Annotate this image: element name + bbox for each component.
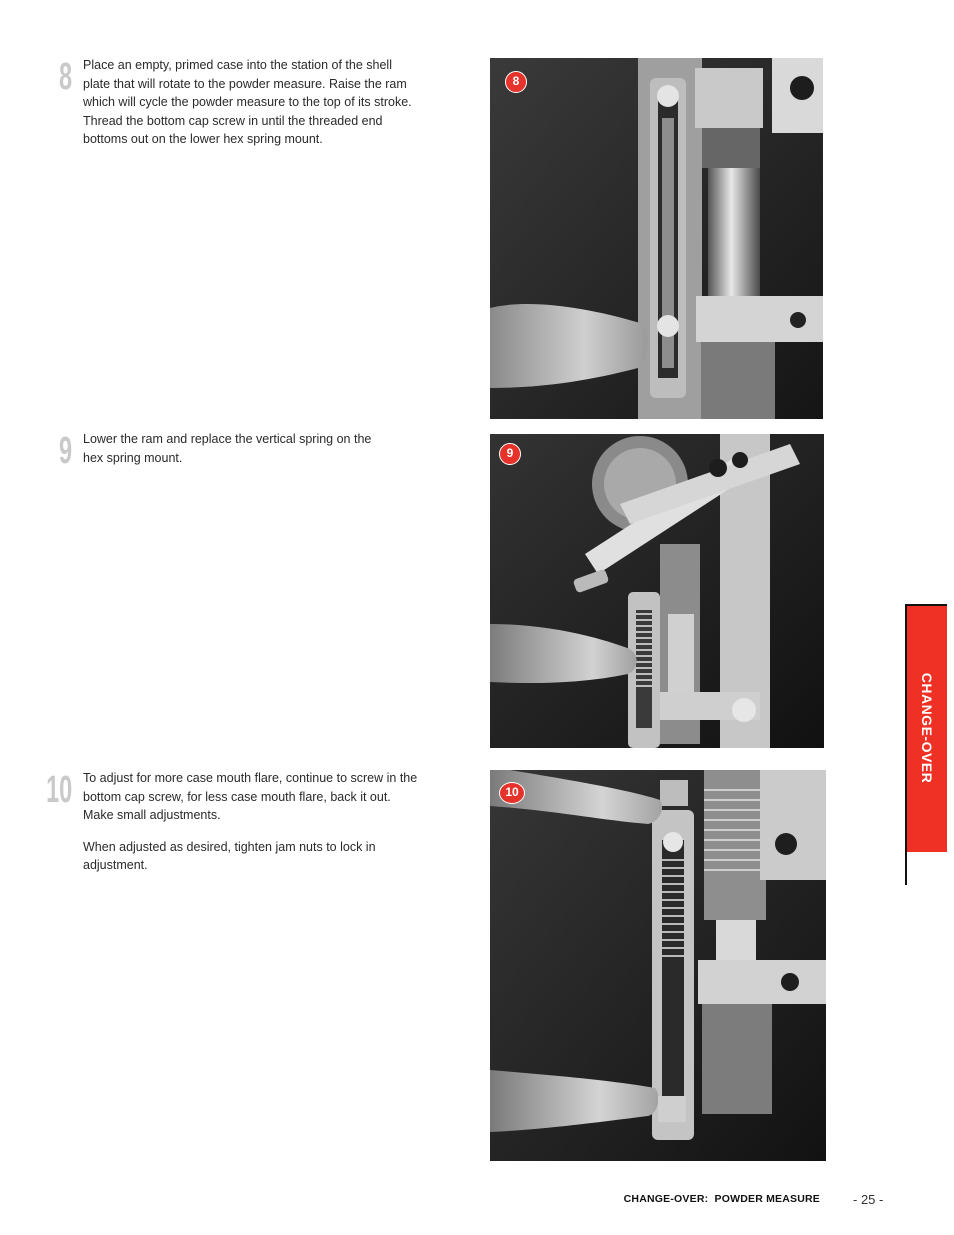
step-9-paragraph: Lower the ram and replace the vertical spring on the hex spring mount.: [83, 432, 372, 465]
step-number-9: 9: [58, 430, 72, 472]
page-number: - 25 -: [853, 1192, 884, 1207]
side-tab-rule: [905, 604, 907, 885]
footer-section-title: CHANGE-OVER: POWDER MEASURE: [623, 1193, 820, 1205]
step-8-paragraph: Place an empty, primed case into the station of the shell plate that will rotate to the powder measure. Raise the ram which will cycle the powder measure to the top of its stroke. Thread the bottom cap screw in until the threaded end bottoms out on the lower hex spring mount.: [83, 58, 412, 147]
powder-measure-spring-photo: [490, 58, 823, 419]
photo-badge-10: 10: [499, 782, 525, 804]
vertical-spring-photo: [490, 434, 824, 748]
photo-badge-9: 9: [499, 443, 521, 465]
step-8-instructions: [83, 56, 418, 149]
step-8-photo: [490, 58, 823, 419]
step-9-instructions: [83, 430, 383, 467]
step-10-paragraph-1: To adjust for more case mouth flare, continue to screw in the bottom cap screw, for less case mouth flare, back it out. Make small adjustments.: [83, 771, 418, 823]
photo-badge-8: 8: [505, 71, 527, 93]
side-tab-label: CHANGE-OVER: [919, 672, 935, 784]
step-number-8: 8: [58, 56, 72, 98]
side-tab-top-rule: [905, 604, 947, 606]
cap-screw-adjustment-photo: [490, 770, 826, 1161]
step-10-photo: [490, 770, 826, 1161]
step-10-paragraph-2: When adjusted as desired, tighten jam nuts to lock in adjustment.: [83, 839, 376, 873]
step-10-instructions: [83, 769, 418, 875]
step-number-10: 10: [45, 769, 72, 811]
step-9-photo: [490, 434, 824, 748]
